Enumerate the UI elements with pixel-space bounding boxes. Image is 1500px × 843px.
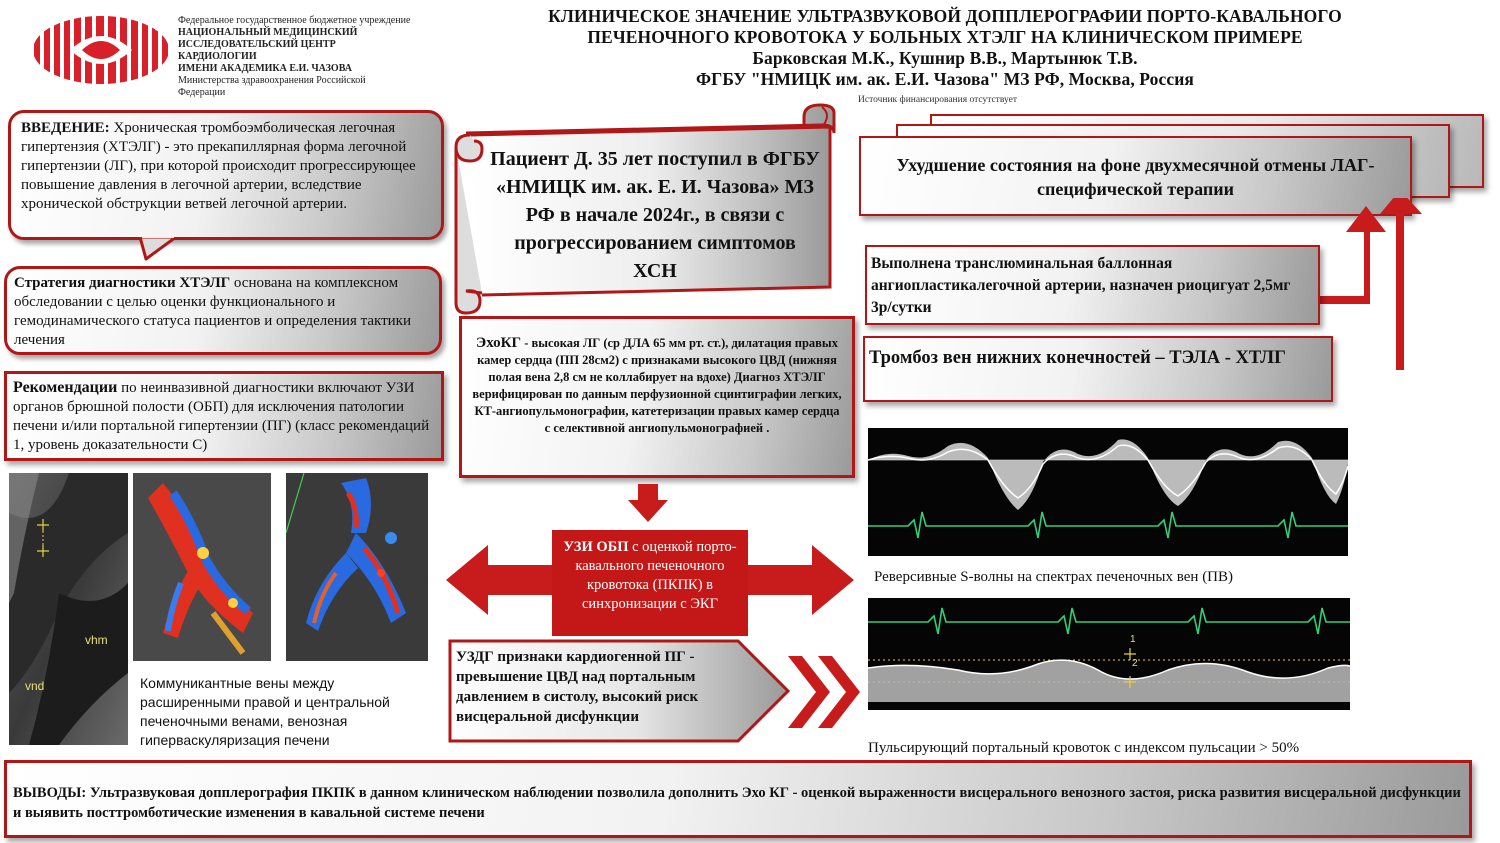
- uzi-text: с оценкой порто-кавального печеночного кровотока (ПКПК) в синхронизации с ЭКГ: [575, 539, 737, 612]
- patient-text: Пациент Д. 35 лет поступил в ФГБУ «НМИЦК им. ак. Е. И. Чазова» МЗ РФ в начале 2024г., в связи с прогрессированием симптомов ХСН: [490, 148, 820, 282]
- color-doppler-image-1: [133, 473, 271, 661]
- doppler-cursor-label-2: 2: [1132, 658, 1138, 669]
- uzdg-text: УЗДГ признаки кардиогенной ПГ - превышение ЦВД над портальным давлением в систолу, высокий риск висцеральной дисфункции: [456, 649, 699, 725]
- arrow-down-icon: [628, 484, 668, 522]
- org-line: Федерации: [178, 87, 226, 98]
- org-line: Министерства здравоохранения Российской: [178, 75, 366, 86]
- bmode-ultrasound-image: [9, 473, 128, 745]
- caption-left-images: Коммуникантные вены между расширенными правой и центральной печеночными венами, венозная гиперваскуляризация печени: [140, 675, 390, 748]
- conclusions-label: ВЫВОДЫ:: [13, 785, 87, 801]
- thrombosis-box: [863, 336, 1333, 402]
- affiliation: ФГБУ "НМИЦК им. ак. Е.И. Чазова" МЗ РФ, Москва, Россия: [696, 69, 1194, 89]
- worsening-text: Ухудшение состояния на фоне двухмесячной отмены ЛАГ-специфической терапии: [896, 155, 1375, 199]
- recommendations-label: Рекомендации: [13, 379, 118, 396]
- title-line-2: ПЕЧЕНОЧНОГО КРОВОТОКА У БОЛЬНЫХ ХТЭЛГ НА КЛИНИЧЕСКОМ ПРИМЕРЕ: [587, 27, 1303, 47]
- scroll-banner: [452, 103, 842, 315]
- authors: Барковская М.К., Кушнир В.В., Мартынюк Т.В.: [752, 48, 1138, 68]
- intro-text: Хроническая тромбоэмболическая легочная гипертензия (ХТЭЛГ) - это прекапиллярная форма легочной гипертензии (ЛГ), при которой происходит прогрессирующее повышение давления в легочной артерии, вследствие хронической обструкции ветвей легочной артерии.: [21, 120, 416, 212]
- angioplasty-box: [865, 245, 1320, 325]
- recommendations-box: [4, 371, 444, 461]
- page-title: [420, 6, 1470, 90]
- doppler-cursor-label-1: 1: [1130, 634, 1136, 645]
- portal-vein-spectrum: [868, 598, 1350, 710]
- color-doppler-image-2: [286, 473, 428, 661]
- institution-name: [178, 15, 428, 99]
- institution-logo: [30, 14, 172, 86]
- conclusions-text: Ультразвуковая допплерография ПКПК в данном клиническом наблюдении позволила дополнить Эхо КГ - оценкой выраженности висцерального венозного застоя, риска развития висцеральной дисфункции и выявить посттромботические изменения в кавальной системе печени: [13, 785, 1461, 821]
- title-line-1: КЛИНИЧЕСКОЕ ЗНАЧЕНИЕ УЛЬТРАЗВУКОВОЙ ДОППЛЕРОГРАФИИ ПОРТО-КАВАЛЬНОГО: [548, 6, 1342, 26]
- chevron-arrows-icon: [788, 656, 864, 728]
- caption-hepatic-veins: Реверсивные S-волны на спектрах печеночных вен (ПВ): [874, 569, 1234, 585]
- echo-text: - высокая ЛГ (ср ДЛА 65 мм рт. ст.), дилатация правых камер сердца (ПП 28см2) с признаками высокого ЦВД (нижняя полая вена 2,8 см не коллабирует на вдохе) Диагноз ХТЭЛГ верифицирован по данным перфузионной сцинтиграфии легких, КТ-ангиопульмонографии, катетеризации правых камер сердца с селективной ангиопульмонографией .: [472, 336, 842, 435]
- conclusions-box: [4, 760, 1472, 838]
- org-line: ИССЛЕДОВАТЕЛЬСКИЙ ЦЕНТР: [178, 39, 336, 50]
- bmode-label-vhm: vhm: [85, 633, 108, 647]
- angioplasty-text: Выполнена транслюминальная баллонная ангиопластикалегочной артерии, назначен риоцигуат 2,5мг 3р/сутки: [871, 255, 1291, 316]
- org-line: Федеральное государственное бюджетное учреждение: [178, 15, 411, 26]
- strategy-text: основана на комплексном обследовании с целью оценки функционального и гемодинамического статуса пациентов и определения тактики лечения: [14, 275, 411, 348]
- hepatic-vein-spectrum: [868, 428, 1348, 556]
- funding-note: Источник финансирования отсутствует: [858, 95, 1017, 105]
- uzi-label: УЗИ ОБП: [563, 539, 629, 555]
- uzdg-box: [448, 639, 790, 743]
- org-line: ИМЕНИ АКАДЕМИКА Е.И. ЧАЗОВА: [178, 63, 352, 74]
- bmode-label-vnd: vnd: [25, 679, 45, 693]
- org-line: НАЦИОНАЛЬНЫЙ МЕДИЦИНСКИЙ: [178, 27, 358, 38]
- strategy-box: [4, 266, 442, 355]
- strategy-label: Стратегия диагностики ХТЭЛГ: [14, 275, 231, 291]
- org-line: КАРДИОЛОГИИ: [178, 51, 257, 62]
- caption-portal-vein: Пульсирующий портальный кровоток с индексом пульсации > 50%: [868, 740, 1300, 756]
- thrombosis-text: Тромбоз вен нижних конечностей – ТЭЛА - ХТЛГ: [869, 348, 1286, 368]
- uzi-box: [552, 530, 748, 636]
- echo-label: ЭхоКГ: [476, 335, 522, 351]
- intro-label: ВВЕДЕНИЕ:: [21, 120, 110, 136]
- echo-box: [459, 316, 855, 478]
- intro-box: [8, 110, 444, 240]
- intro-pointer: [138, 237, 178, 261]
- recommendations-text: по неинвазивной диагностики включают УЗИ органов брюшной полости (ОБП) для исключения патологии печени и/или портальной гипертензии (ПГ) (класс рекомендаций 1, уровень доказательности С): [13, 380, 430, 453]
